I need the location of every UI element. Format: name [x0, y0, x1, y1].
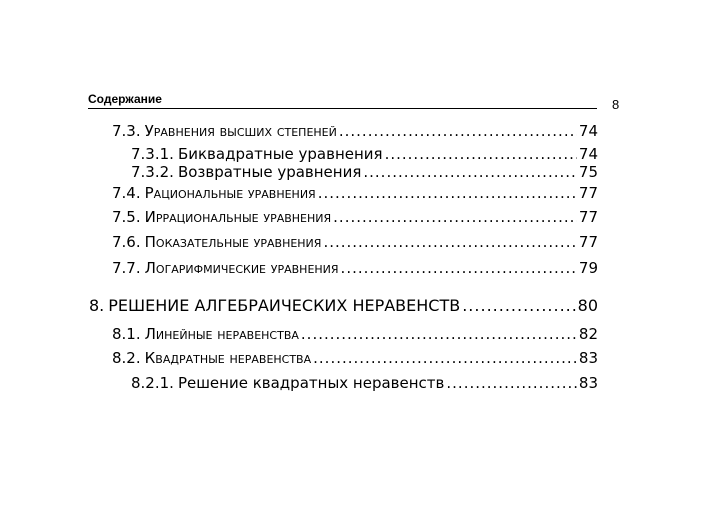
- dot-leader: [333, 208, 577, 226]
- toc-entry-title: Логарифмические уравнения: [144, 259, 339, 277]
- toc-entry-number: 7.3.2.: [131, 163, 174, 181]
- toc-entry-number: 8.2.1.: [131, 374, 174, 392]
- toc-entry-title: Рациональные уравнения: [144, 184, 316, 202]
- running-header: [88, 92, 597, 109]
- toc-entry-page: 77: [578, 184, 598, 202]
- toc-entry-title: Квадратные неравенства: [144, 349, 312, 367]
- toc-entry-page: 75: [578, 163, 598, 181]
- toc-entry-8-2[interactable]: [112, 349, 598, 367]
- dot-leader: [462, 296, 575, 315]
- toc-entry-page: 82: [578, 325, 598, 343]
- toc-entry-number: 7.4.: [112, 184, 141, 202]
- dot-leader: [301, 325, 577, 343]
- page-title: Содержание: [88, 92, 162, 106]
- toc-entry-page: 83: [578, 349, 598, 367]
- toc-entry-8-2-1[interactable]: [131, 374, 598, 392]
- toc-entry-title: Возвратные уравнения: [177, 163, 362, 181]
- dot-leader: [323, 233, 576, 251]
- toc-entry-title: Решение квадратных неравенств: [177, 374, 445, 392]
- toc-entry-number: 8.2.: [112, 349, 141, 367]
- toc-entry-8[interactable]: [89, 296, 598, 315]
- toc-entry-7-3[interactable]: [112, 122, 598, 140]
- toc-entry-7-7[interactable]: [112, 259, 598, 277]
- toc-entry-title: РЕШЕНИЕ АЛГЕБРАИЧЕСКИХ НЕРАВЕНСТВ: [108, 296, 461, 315]
- toc-entry-title: Иррациональные уравнения: [144, 208, 332, 226]
- dot-leader: [363, 163, 577, 181]
- toc-entry-page: 79: [578, 259, 598, 277]
- toc-entry-page: 83: [578, 374, 598, 392]
- toc-entry-title: Биквадратные уравнения: [177, 145, 383, 163]
- toc-entry-number: 8.1.: [112, 325, 141, 343]
- page-number: 8: [612, 97, 620, 112]
- toc-entry-7-5[interactable]: [112, 208, 598, 226]
- dot-leader: [446, 374, 577, 392]
- toc-entry-number: 7.3.: [112, 122, 141, 140]
- toc-entry-page: 77: [578, 233, 598, 251]
- toc-entry-7-3-1[interactable]: [131, 145, 598, 163]
- toc-entry-title: Линейные неравенства: [144, 325, 299, 343]
- toc-entry-number: 7.6.: [112, 233, 141, 251]
- toc-entry-page: 80: [577, 296, 598, 315]
- dot-leader: [313, 349, 577, 367]
- toc-entry-number: 7.7.: [112, 259, 141, 277]
- dot-leader: [341, 259, 577, 277]
- toc-entry-8-1[interactable]: [112, 325, 598, 343]
- toc-entry-page: 77: [578, 208, 598, 226]
- toc-entry-7-3-2[interactable]: [131, 163, 598, 181]
- dot-leader: [339, 122, 577, 140]
- toc-entry-number: 8.: [89, 296, 105, 315]
- dot-leader: [385, 145, 577, 163]
- toc-entry-title: Уравнения высших степеней: [144, 122, 337, 140]
- toc-entry-page: 74: [578, 145, 598, 163]
- toc-entry-7-6[interactable]: [112, 233, 598, 251]
- toc-entry-number: 7.3.1.: [131, 145, 174, 163]
- dot-leader: [318, 184, 577, 202]
- toc-entry-page: 74: [578, 122, 598, 140]
- toc-entry-title: Показательные уравнения: [144, 233, 322, 251]
- toc-entry-number: 7.5.: [112, 208, 141, 226]
- toc-entry-7-4[interactable]: [112, 184, 598, 202]
